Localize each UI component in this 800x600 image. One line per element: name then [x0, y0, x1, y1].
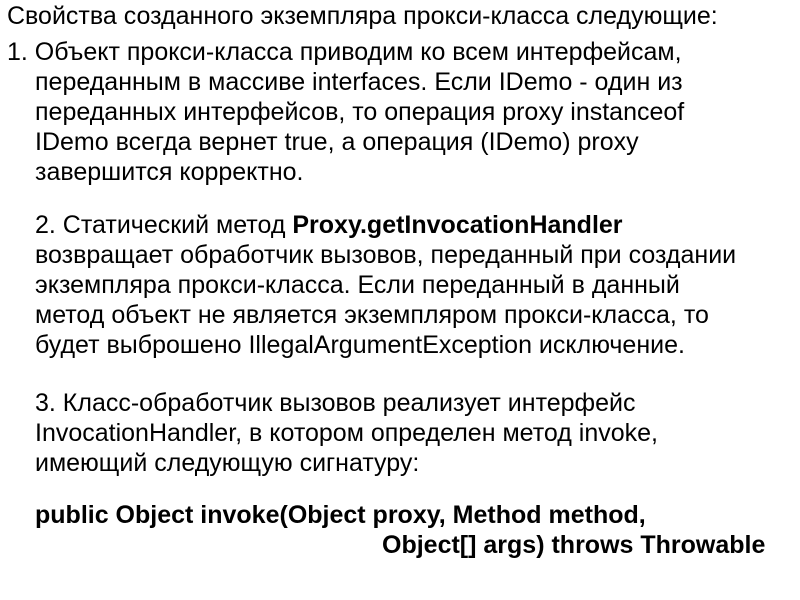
- slide-title: [7, 1, 718, 31]
- code-line-1: public Object invoke(Object proxy, Method method,: [35, 501, 646, 529]
- item2-line-5: будет выброшено IllegalArgumentException исключение.: [35, 331, 685, 359]
- list-item-1: [7, 37, 685, 187]
- item2-line1-text: 2. Статический метод: [35, 211, 293, 239]
- item1-line-4: IDemo всегда вернет true, а операция (IDemo) proxy: [35, 128, 639, 156]
- item1-line-1: 1. Объект прокси-класса приводим ко всем интерфейсам,: [7, 38, 682, 66]
- item1-line-2: переданным в массиве interfaces. Если IDemo - один из: [35, 68, 683, 96]
- item3-line-2: InvocationHandler, в котором определен метод invoke,: [35, 419, 658, 447]
- item1-line-5: завершится корректно.: [35, 158, 304, 186]
- code-line-2: Object[] args) throws Throwable: [382, 531, 766, 559]
- title-text: Свойства созданного экземпляра прокси-класса следующие:: [7, 2, 718, 30]
- list-item-3: [35, 388, 658, 478]
- item2-line-3: экземпляра прокси-класса. Если переданный в данный: [35, 271, 680, 299]
- item3-line-1: 3. Класс-обработчик вызовов реализует интерфейс: [35, 389, 636, 417]
- item1-line-3: переданных интерфейсов, то операция proxy instanceof: [35, 98, 685, 126]
- item2-line1-method-name: Proxy.getInvocationHandler: [292, 211, 623, 239]
- item3-line-3: имеющий следующую сигнатуру:: [35, 449, 420, 477]
- item2-line-2: возвращает обработчик вызовов, переданный при создании: [35, 241, 737, 269]
- list-item-2: [35, 210, 736, 360]
- item2-line-4: метод объект не является экземпляром прокси-класса, то: [35, 301, 709, 329]
- code-signature: [35, 500, 765, 560]
- item2-line-1: [35, 210, 736, 240]
